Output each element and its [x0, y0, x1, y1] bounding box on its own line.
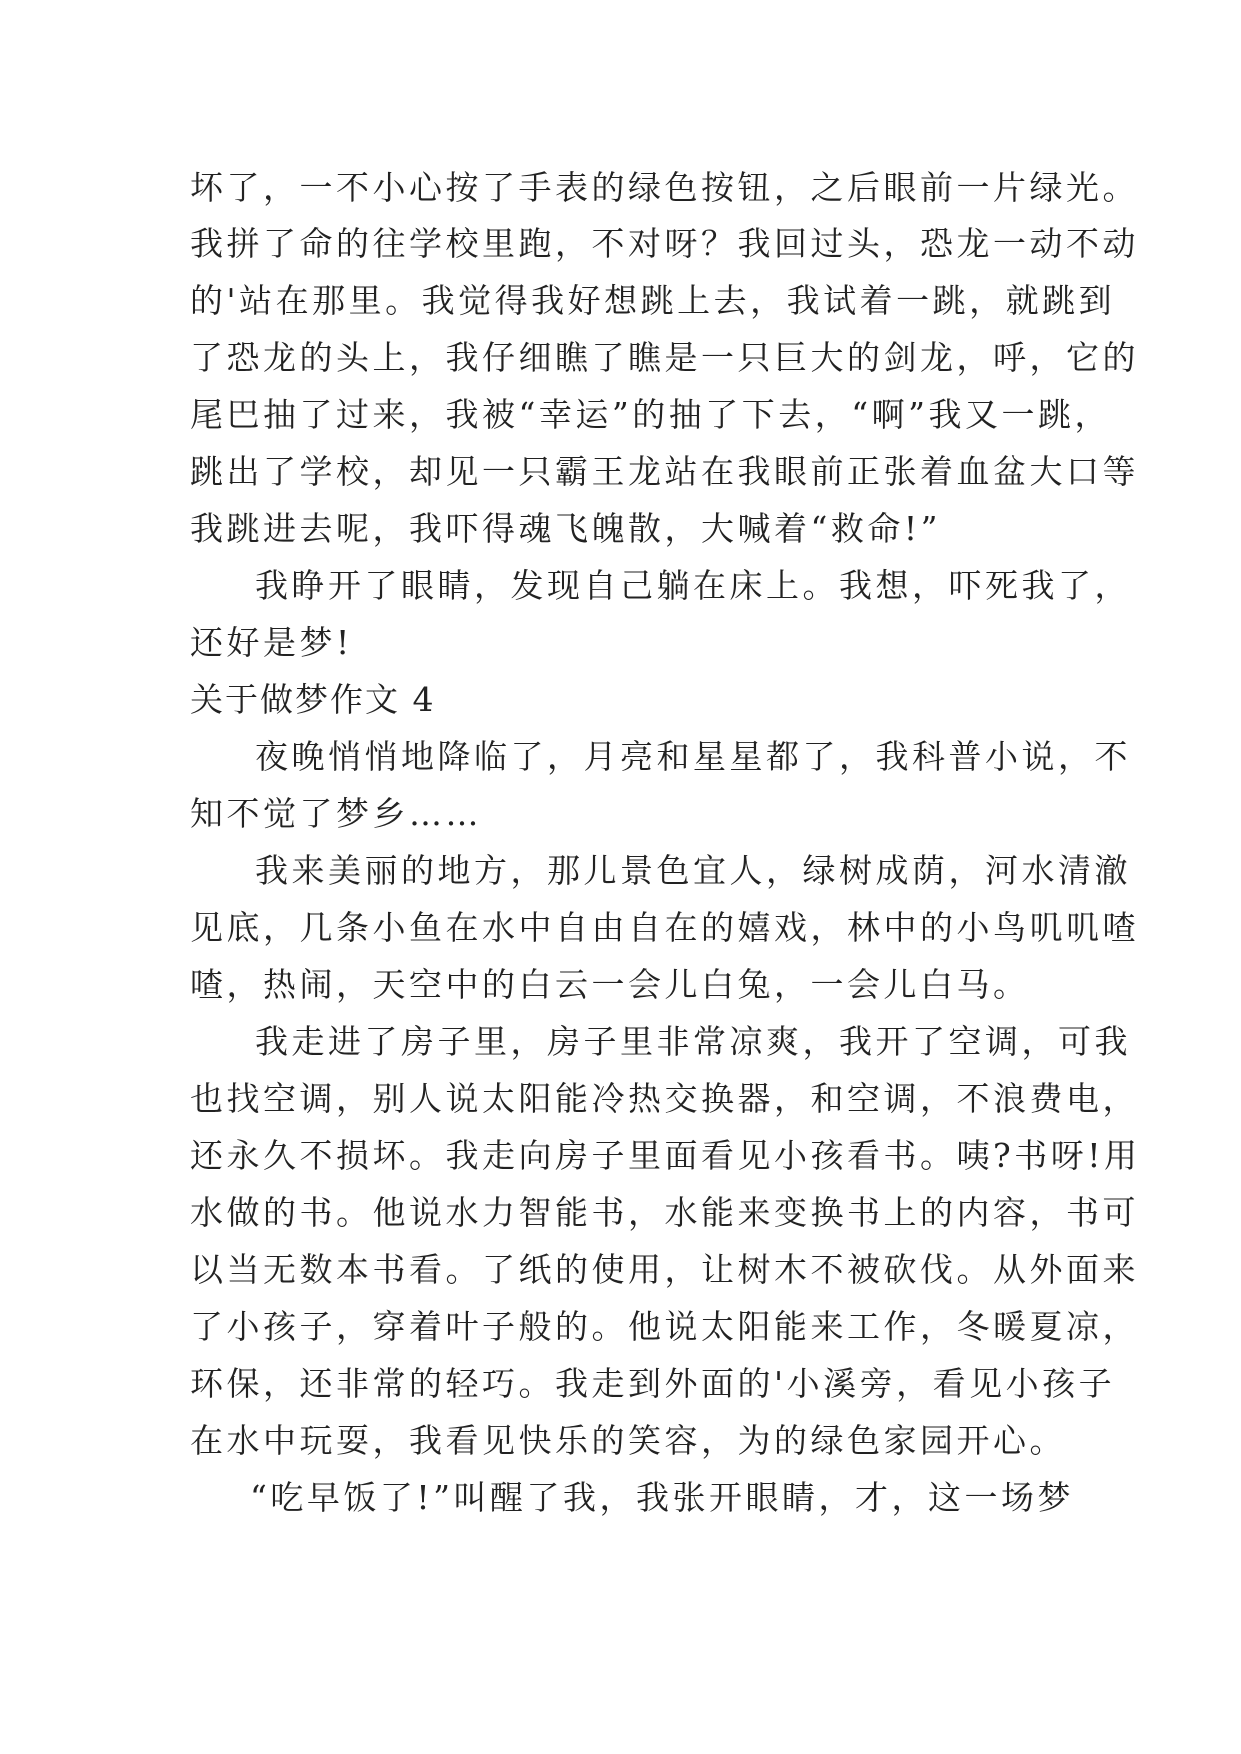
section-heading: 关于做梦作文 4	[190, 680, 436, 719]
text-line: 见底，几条小鱼在水中自由自在的嬉戏，林中的小鸟叽叽喳	[190, 908, 1139, 947]
text-line: 在水中玩耍，我看见快乐的笑容，为的绿色家园开心。	[190, 1421, 1066, 1460]
paragraph-first-line: 我睁开了眼睛，发现自己躺在床上。我想，吓死我了，	[255, 566, 1131, 605]
text-line: 我拼了命的往学校里跑，不对呀？我回过头，恐龙一动不动	[190, 224, 1139, 263]
text-line: 还好是梦!	[190, 623, 353, 662]
text-line: 也找空调，别人说太阳能冷热交换器，和空调，不浪费电，	[190, 1079, 1139, 1118]
text-line: 环保，还非常的轻巧。我走到外面的'小溪旁，看见小孩子	[190, 1364, 1116, 1403]
text-line: 坏了，一不小心按了手表的绿色按钮，之后眼前一片绿光。	[190, 168, 1139, 207]
text-line: 了小孩子，穿着叶子般的。他说太阳能来工作，冬暖夏凉，	[190, 1307, 1139, 1346]
paragraph-first-line: “吃早饭了!”叫醒了我，我张开眼睛，才，这一场梦	[250, 1478, 1075, 1517]
text-line: 知不觉了梦乡……	[190, 794, 482, 833]
paragraph-first-line: 我来美丽的地方，那儿景色宜人，绿树成荫，河水清澈	[255, 851, 1131, 890]
text-line: 喳，热闹，天空中的白云一会儿白兔，一会儿白马。	[190, 965, 1030, 1004]
text-line: 了恐龙的头上，我仔细瞧了瞧是一只巨大的剑龙，呼，它的	[190, 338, 1139, 377]
text-line: 我跳进去呢，我吓得魂飞魄散，大喊着“救命!”	[190, 509, 942, 548]
text-line: 的'站在那里。我觉得我好想跳上去，我试着一跳，就跳到	[190, 281, 1116, 320]
text-line: 以当无数本书看。了纸的使用，让树木不被砍伐。从外面来	[190, 1250, 1139, 1289]
text-line: 还永久不损坏。我走向房子里面看见小孩看书。咦?书呀!用	[190, 1136, 1141, 1175]
text-line: 尾巴抽了过来，我被“幸运”的抽了下去，“啊”我又一跳，	[190, 395, 1111, 434]
text-line: 水做的书。他说水力智能书，水能来变换书上的内容，书可	[190, 1193, 1139, 1232]
paragraph-first-line: 我走进了房子里，房子里非常凉爽，我开了空调，可我	[255, 1022, 1131, 1061]
paragraph-first-line: 夜晚悄悄地降临了，月亮和星星都了，我科普小说，不	[255, 737, 1131, 776]
text-line: 跳出了学校，却见一只霸王龙站在我眼前正张着血盆大口等	[190, 452, 1139, 491]
